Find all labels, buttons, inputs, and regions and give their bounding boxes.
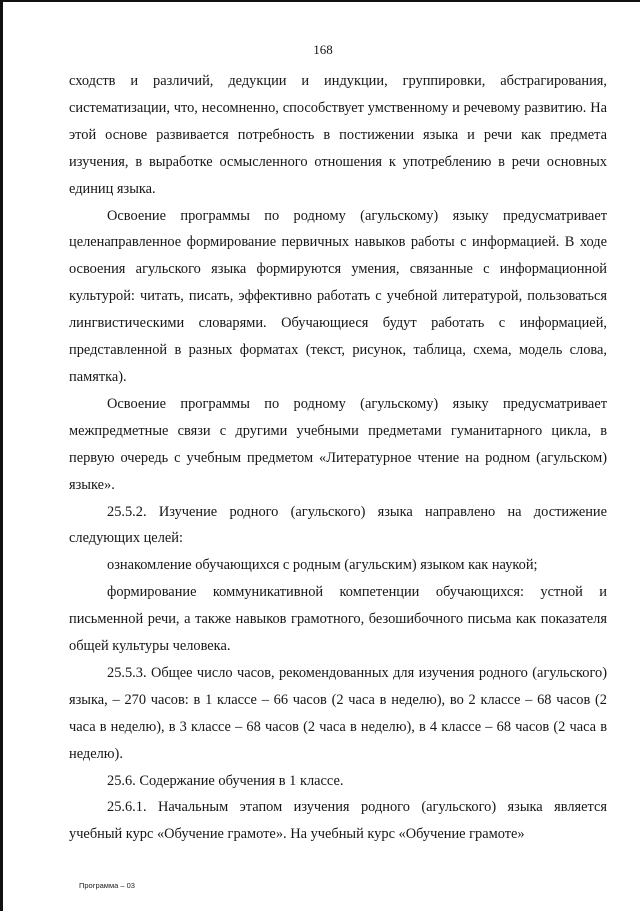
- paragraph-2: Освоение программы по родному (агульскому) языку предусматривает целенаправленное формирование первичных навыков работы с информацией. В ходе освоения агульского языка формируются умения, связанные с информационной культурой: читать, писать, эффективно работать с учебной литературой, пользоваться лингвистическими словарями. Обучающиеся будут работать с информацией, представленной в разных форматах (текст, рисунок, таблица, схема, модель слова, памятка).: [69, 207, 607, 385]
- footer-label: Программа – 03: [79, 881, 135, 890]
- paragraph-9: 25.6.1. Начальным этапом изучения родного (агульского) языка является учебный курс «Обучение грамоте». На учебный курс «Обучение грамоте»: [69, 799, 607, 843]
- page-number: 168: [313, 42, 333, 57]
- paragraph-5: ознакомление обучающихся с родным (агульским) языком как наукой;: [107, 557, 538, 574]
- paragraph-4: 25.5.2. Изучение родного (агульского) языка направлено на достижение следующих целей:: [69, 503, 607, 547]
- paragraph-1: сходств и различий, дедукции и индукции, группировки, абстрагирования, систематизации, что, несомненно, способствует умственному и речевому развитию. На этой основе развивается потребность в постижении языка и речи как предмета изучения, в выработке осмысленного отношения к употреблению в речи основных единиц языка.: [69, 73, 607, 197]
- paragraph-3: Освоение программы по родному (агульскому) языку предусматривает межпредметные связи с другими учебными предметами гуманитарного цикла, в первую очередь с учебным предметом «Литературное чтение на родном (агульском) языке».: [69, 395, 607, 493]
- paragraph-6: формирование коммуникативной компетенции обучающихся: устной и письменной речи, а также навыков грамотного, безошибочного письма как показателя общей культуры человека.: [69, 584, 607, 655]
- body-text: [69, 68, 607, 848]
- paragraph-8: 25.6. Содержание обучения в 1 классе.: [107, 772, 344, 789]
- paragraph-7: 25.5.3. Общее число часов, рекомендованных для изучения родного (агульского) языка, – 270 часов: в 1 классе – 66 часов (2 часа в неделю), во 2 классе – 68 часов (2 часа в неделю), в 3 классе – 68 часов (2 часа в неделю), в 4 классе – 68 часов (2 часа в неделю).: [69, 664, 607, 762]
